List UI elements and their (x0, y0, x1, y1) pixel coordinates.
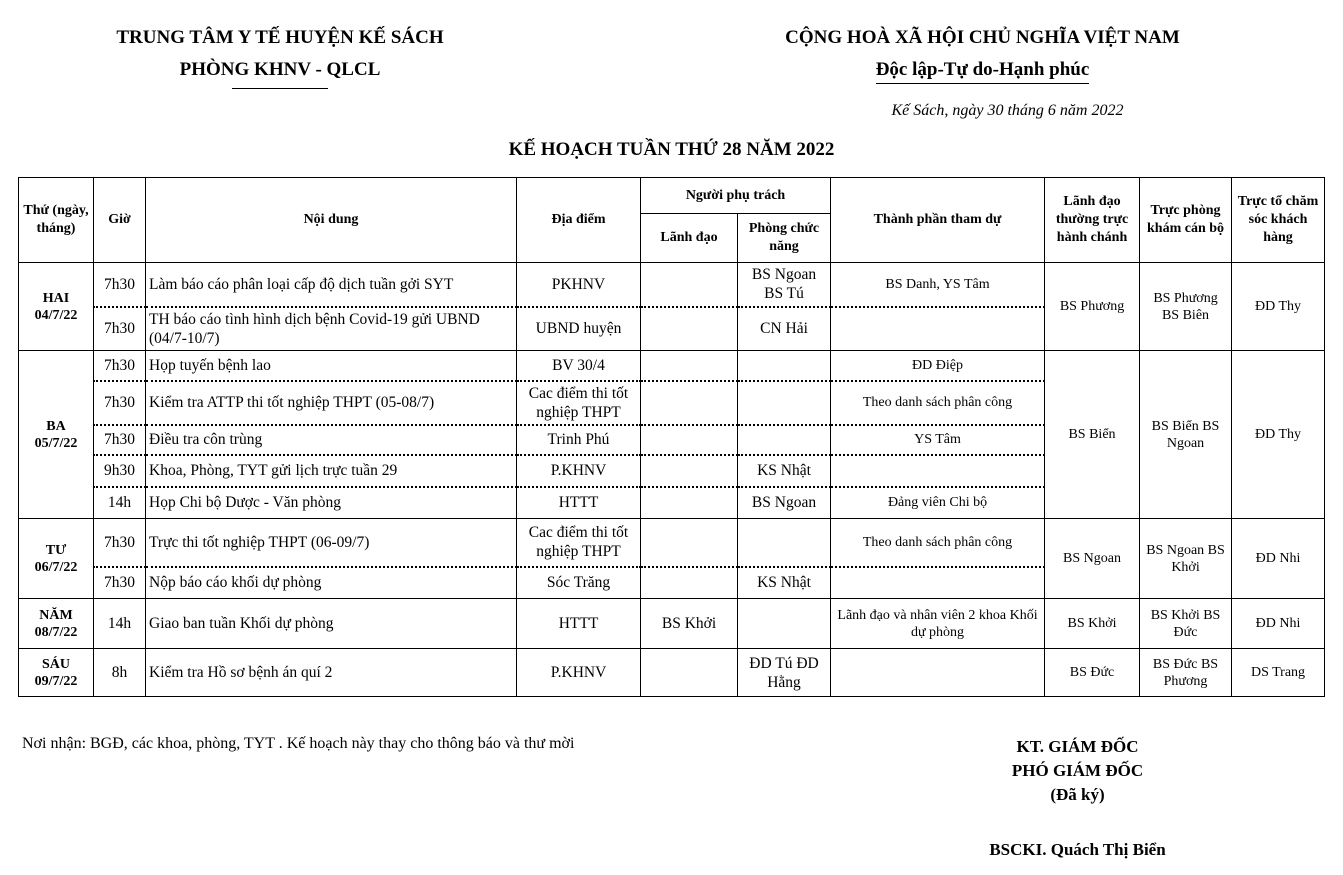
place-cell: PKHNV (517, 263, 641, 307)
time-cell: 7h30 (94, 519, 146, 567)
participants-cell: Lãnh đạo và nhân viên 2 khoa Khối dự phòng (831, 599, 1045, 649)
time-cell: 7h30 (94, 425, 146, 455)
day-cell: TƯ 06/7/22 (19, 519, 94, 599)
place-cell: HTTT (517, 599, 641, 649)
document-title: KẾ HOẠCH TUẦN THỨ 28 NĂM 2022 (508, 139, 835, 160)
time-cell: 7h30 (94, 307, 146, 351)
leader-cell (641, 487, 738, 519)
participants-cell: Đảng viên Chi bộ (831, 487, 1045, 519)
col-header-participants: Thành phần tham dự (831, 178, 1045, 263)
participants-cell (831, 649, 1045, 697)
duty-leader-cell: BS Đức (1045, 649, 1140, 697)
leader-cell (641, 263, 738, 307)
national-header (740, 22, 1225, 86)
content-cell: TH báo cáo tình hình dịch bệnh Covid-19 gửi UBND (04/7-10/7) (146, 307, 517, 351)
participants-cell: Theo danh sách phân công (831, 381, 1045, 425)
table-row (19, 519, 1325, 567)
content-cell: Họp Chi bộ Dược - Văn phòng (146, 487, 517, 519)
duty-leader-cell: BS Biển (1045, 351, 1140, 519)
duty-care-cell: ĐD Nhi (1232, 519, 1325, 599)
time-cell: 7h30 (94, 263, 146, 307)
col-header-duty-leader: Lãnh đạo thường trực hành chánh (1045, 178, 1140, 263)
table-row (19, 263, 1325, 307)
signer-name: BSCKI. Quách Thị Biển (989, 840, 1166, 859)
place-cell: P.KHNV (517, 649, 641, 697)
leader-cell (641, 307, 738, 351)
duty-clinic-cell: BS Phương BS Biên (1140, 263, 1232, 351)
place-cell: Sóc Trăng (517, 567, 641, 599)
dept-cell: BS Ngoan BS Tú (738, 263, 831, 307)
duty-care-cell: ĐD Thy (1232, 351, 1325, 519)
dept-cell: KS Nhật (738, 455, 831, 487)
duty-care-cell: ĐD Nhi (1232, 599, 1325, 649)
table-row (19, 351, 1325, 381)
department-name: PHÒNG KHNV - QLCL (179, 59, 381, 80)
participants-cell: Theo danh sách phân công (831, 519, 1045, 567)
weekly-plan-table (18, 177, 1325, 697)
col-header-place: Địa điểm (517, 178, 641, 263)
participants-cell: BS Danh, YS Tâm (831, 263, 1045, 307)
leader-cell: BS Khởi (641, 599, 738, 649)
time-cell: 7h30 (94, 381, 146, 425)
place-cell: P.KHNV (517, 455, 641, 487)
time-cell: 7h30 (94, 567, 146, 599)
day-cell: NĂM 08/7/22 (19, 599, 94, 649)
col-header-person-in-charge: Người phụ trách (641, 178, 831, 214)
time-cell: 9h30 (94, 455, 146, 487)
participants-cell: ĐD Điệp (831, 351, 1045, 381)
content-cell: Điều tra côn trùng (146, 425, 517, 455)
dept-cell: BS Ngoan (738, 487, 831, 519)
duty-leader-cell: BS Khởi (1045, 599, 1140, 649)
signature-block (955, 735, 1200, 807)
signed-note: (Đã ký) (1050, 785, 1105, 804)
org-name: TRUNG TÂM Y TẾ HUYỆN KẾ SÁCH (116, 27, 444, 48)
duty-clinic-cell: BS Đức BS Phương (1140, 649, 1232, 697)
organization-header (60, 22, 500, 89)
leader-cell (641, 567, 738, 599)
day-cell: BA 05/7/22 (19, 351, 94, 519)
col-header-day: Thứ (ngày, tháng) (19, 178, 94, 263)
duty-care-cell: ĐD Thy (1232, 263, 1325, 351)
participants-cell (831, 307, 1045, 351)
place-cell: BV 30/4 (517, 351, 641, 381)
sign-title: KT. GIÁM ĐỐC (1016, 737, 1139, 756)
nation-title: CỘNG HOÀ XÃ HỘI CHỦ NGHĨA VIỆT NAM (785, 27, 1180, 48)
content-cell: Họp tuyến bệnh lao (146, 351, 517, 381)
content-cell: Khoa, Phòng, TYT gửi lịch trực tuần 29 (146, 455, 517, 487)
duty-care-cell: DS Trang (1232, 649, 1325, 697)
leader-cell (641, 455, 738, 487)
content-cell: Giao ban tuần Khối dự phòng (146, 599, 517, 649)
participants-cell (831, 567, 1045, 599)
content-cell: Làm báo cáo phân loại cấp độ dịch tuần gởi SYT (146, 263, 517, 307)
leader-cell (641, 425, 738, 455)
dept-cell (738, 351, 831, 381)
document-date: Kế Sách, ngày 30 tháng 6 năm 2022 (891, 102, 1124, 119)
place-cell: UBND huyện (517, 307, 641, 351)
col-header-duty-care: Trực tổ chăm sóc khách hàng (1232, 178, 1325, 263)
sign-position: PHÓ GIÁM ĐỐC (1011, 761, 1144, 780)
duty-leader-cell: BS Ngoan (1045, 519, 1140, 599)
leader-cell (641, 351, 738, 381)
dept-cell: ĐD Tú ĐD Hằng (738, 649, 831, 697)
content-cell: Kiểm tra Hồ sơ bệnh án quí 2 (146, 649, 517, 697)
dept-cell (738, 381, 831, 425)
dept-cell: KS Nhật (738, 567, 831, 599)
leader-cell (641, 381, 738, 425)
dept-cell (738, 425, 831, 455)
place-cell: Cac điểm thi tốt nghiệp THPT (517, 519, 641, 567)
col-header-content: Nội dung (146, 178, 517, 263)
dept-cell (738, 519, 831, 567)
participants-cell (831, 455, 1045, 487)
duty-clinic-cell: BS Biển BS Ngoan (1140, 351, 1232, 519)
col-header-time: Giờ (94, 178, 146, 263)
content-cell: Kiểm tra ATTP thi tốt nghiệp THPT (05-08/7) (146, 381, 517, 425)
time-cell: 14h (94, 599, 146, 649)
participants-cell: YS Tâm (831, 425, 1045, 455)
day-cell: SÁU 09/7/22 (19, 649, 94, 697)
day-cell: HAI 04/7/22 (19, 263, 94, 351)
place-cell: HTTT (517, 487, 641, 519)
leader-cell (641, 519, 738, 567)
national-motto: Độc lập-Tự do-Hạnh phúc (876, 57, 1090, 84)
recipients-note: Nơi nhận: BGĐ, các khoa, phòng, TYT . Kế hoạch này thay cho thông báo và thư mời (22, 735, 575, 752)
table-row (19, 649, 1325, 697)
header-divider (232, 88, 328, 89)
time-cell: 7h30 (94, 351, 146, 381)
table-row (19, 599, 1325, 649)
time-cell: 8h (94, 649, 146, 697)
col-header-function-dept: Phòng chức năng (738, 214, 831, 263)
dept-cell: CN Hải (738, 307, 831, 351)
col-header-duty-clinic: Trực phòng khám cán bộ (1140, 178, 1232, 263)
place-cell: Trinh Phú (517, 425, 641, 455)
duty-clinic-cell: BS Ngoan BS Khởi (1140, 519, 1232, 599)
place-cell: Cac điểm thi tốt nghiệp THPT (517, 381, 641, 425)
time-cell: 14h (94, 487, 146, 519)
duty-clinic-cell: BS Khởi BS Đức (1140, 599, 1232, 649)
col-header-leader: Lãnh đạo (641, 214, 738, 263)
content-cell: Nộp báo cáo khối dự phòng (146, 567, 517, 599)
content-cell: Trực thi tốt nghiệp THPT (06-09/7) (146, 519, 517, 567)
duty-leader-cell: BS Phương (1045, 263, 1140, 351)
leader-cell (641, 649, 738, 697)
dept-cell (738, 599, 831, 649)
